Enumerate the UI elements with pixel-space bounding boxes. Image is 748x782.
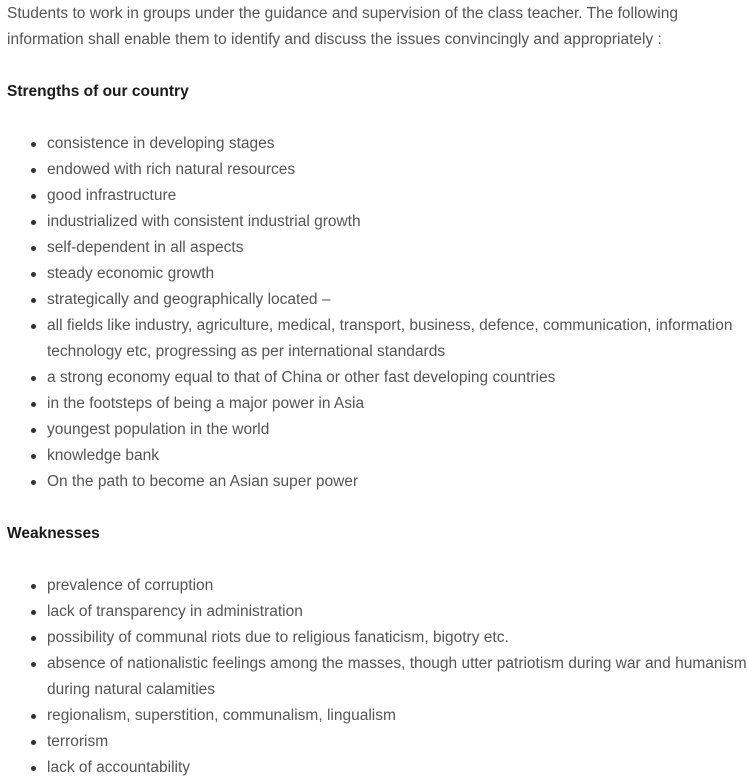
weaknesses-heading: Weaknesses xyxy=(7,525,100,542)
list-item xyxy=(47,417,748,443)
list-item xyxy=(47,729,748,755)
bullet-icon xyxy=(31,272,36,277)
strengths-heading: Strengths of our country xyxy=(7,83,189,100)
bullet-icon xyxy=(31,402,36,407)
list-item-text: in the footsteps of being a major power in Asia xyxy=(47,395,365,412)
list-item xyxy=(47,391,748,417)
list-item-text: a strong economy equal to that of China or other fast developing countries xyxy=(47,369,556,386)
list-item xyxy=(47,625,748,651)
list-item xyxy=(47,209,748,235)
bullet-icon xyxy=(31,376,36,381)
list-item xyxy=(47,573,748,599)
strengths-list xyxy=(7,131,748,495)
list-item-text: possibility of communal riots due to religious fanaticism, bigotry etc. xyxy=(47,629,509,646)
weaknesses-list xyxy=(7,573,748,781)
list-item xyxy=(47,157,748,183)
list-item xyxy=(47,261,748,287)
list-item xyxy=(47,235,748,261)
bullet-icon xyxy=(31,246,36,251)
bullet-icon xyxy=(31,324,36,329)
list-item-text: prevalence of corruption xyxy=(47,577,214,594)
bullet-icon xyxy=(31,480,36,485)
list-item-text: all fields like industry, agriculture, medical, transport, business, defence, communication, information technology etc, progressing as per international standards xyxy=(47,317,733,360)
list-item-text: self-dependent in all aspects xyxy=(47,239,244,256)
list-item xyxy=(47,755,748,781)
list-item xyxy=(47,313,748,365)
bullet-icon xyxy=(31,168,36,173)
bullet-icon xyxy=(31,610,36,615)
list-item-text: regionalism, superstition, communalism, lingualism xyxy=(47,707,396,724)
bullet-icon xyxy=(31,584,36,589)
bullet-icon xyxy=(31,298,36,303)
list-item-text: youngest population in the world xyxy=(47,421,270,438)
list-item-text: strategically and geographically located – xyxy=(47,291,331,308)
list-item-text: knowledge bank xyxy=(47,447,160,464)
list-item-text: consistence in developing stages xyxy=(47,135,275,152)
bullet-icon xyxy=(31,194,36,199)
list-item-text: industrialized with consistent industrial growth xyxy=(47,213,361,230)
bullet-icon xyxy=(31,220,36,225)
list-item xyxy=(47,703,748,729)
list-item-text: absence of nationalistic feelings among the masses, though utter patriotism during war and humanism during natural calamities xyxy=(47,655,747,698)
bullet-icon xyxy=(31,714,36,719)
bullet-icon xyxy=(31,428,36,433)
intro-paragraph: Students to work in groups under the guidance and supervision of the class teacher. The following information shall enable them to identify and discuss the issues convincingly and appropriately : xyxy=(7,5,678,48)
bullet-icon xyxy=(31,740,36,745)
bullet-icon xyxy=(31,662,36,667)
bullet-icon xyxy=(31,142,36,147)
list-item xyxy=(47,443,748,469)
bullet-icon xyxy=(31,454,36,459)
list-item xyxy=(47,131,748,157)
list-item xyxy=(47,287,748,313)
list-item-text: terrorism xyxy=(47,733,109,750)
bullet-icon xyxy=(31,766,36,771)
list-item xyxy=(47,183,748,209)
list-item-text: On the path to become an Asian super power xyxy=(47,473,359,490)
list-item xyxy=(47,651,748,703)
list-item xyxy=(47,365,748,391)
bullet-icon xyxy=(31,636,36,641)
list-item-text: good infrastructure xyxy=(47,187,177,204)
list-item-text: lack of transparency in administration xyxy=(47,603,303,620)
list-item-text: steady economic growth xyxy=(47,265,215,282)
list-item-text: endowed with rich natural resources xyxy=(47,161,296,178)
list-item xyxy=(47,469,748,495)
list-item-text: lack of accountability xyxy=(47,759,191,776)
list-item xyxy=(47,599,748,625)
